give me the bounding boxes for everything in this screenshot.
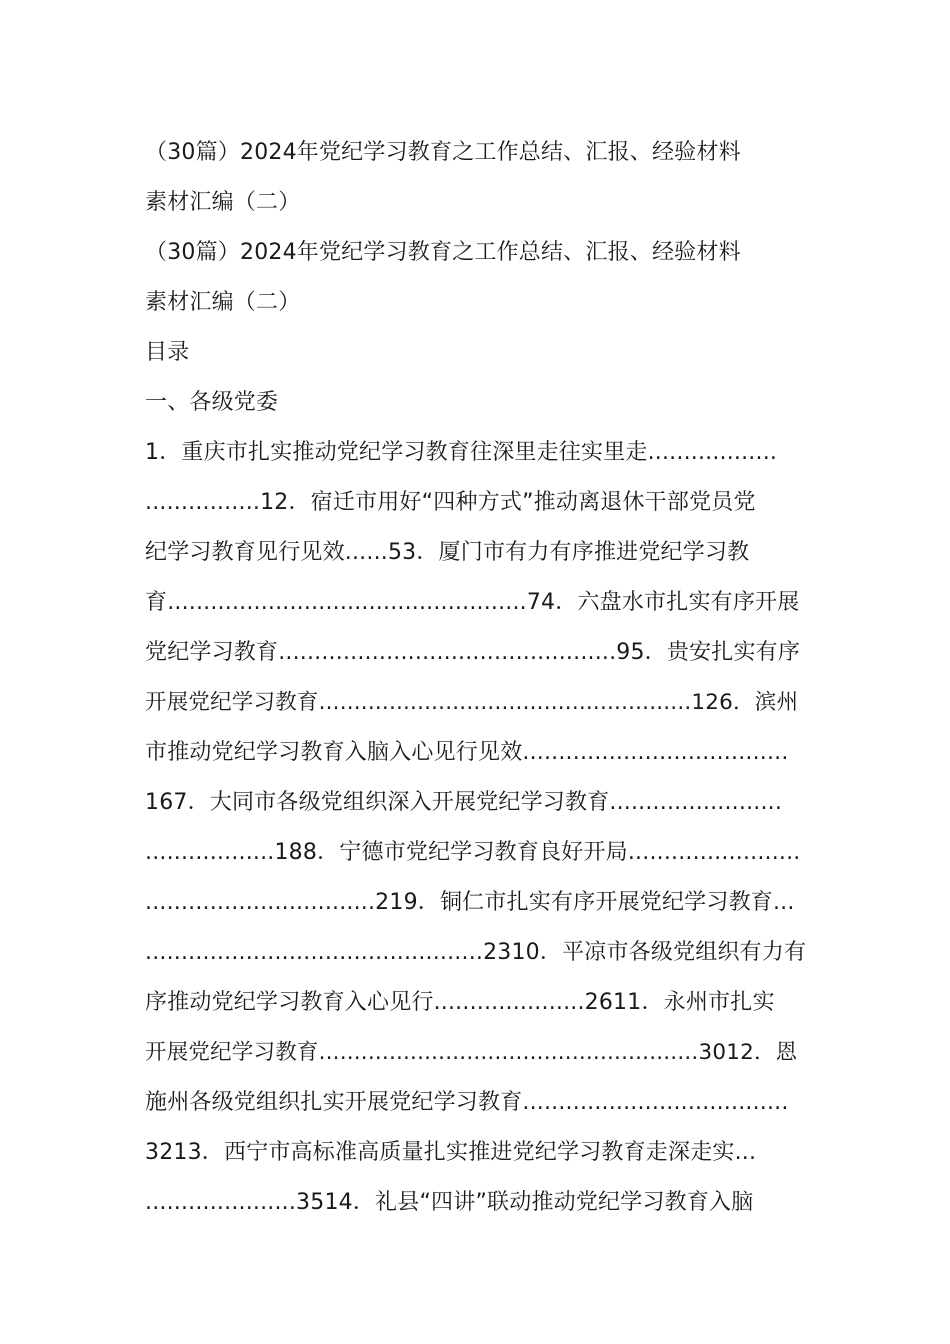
section-heading: 一、各级党委 xyxy=(145,390,279,415)
document-title-line-1: （30篇）2024年党纪学习教育之工作总结、汇报、经验材料 xyxy=(145,140,741,165)
toc-line: 市推动党纪学习教育入脑入心见行见效..................................... xyxy=(145,740,789,765)
document-title-line-2: 素材汇编（二） xyxy=(145,190,301,215)
document-title-line-3: （30篇）2024年党纪学习教育之工作总结、汇报、经验材料 xyxy=(145,240,741,265)
toc-line: ...............................................2310．平凉市各级党组织有力有 xyxy=(145,940,807,965)
toc-line: 开展党纪学习教育.....................................................126．滨州 xyxy=(145,690,799,715)
toc-line: 施州各级党组织扎实开展党纪学习教育..................................... xyxy=(145,1090,789,1115)
toc-heading: 目录 xyxy=(145,340,190,365)
toc-line: .....................3514．礼县“四讲”联动推动党纪学习教育入脑 xyxy=(145,1190,754,1215)
document-title-line-4: 素材汇编（二） xyxy=(145,290,301,315)
toc-line: 167．大同市各级党组织深入开展党纪学习教育........................ xyxy=(145,790,783,815)
toc-line: 序推动党纪学习教育入心见行.....................2611．永州市扎实 xyxy=(145,990,775,1015)
toc-line: ................................219．铜仁市扎实有序开展党纪学习教育... xyxy=(145,890,795,915)
toc-line: 育..................................................74．六盘水市扎实有序开展 xyxy=(145,590,800,615)
toc-line: 开展党纪学习教育......................................................3012．恩 xyxy=(145,1040,798,1065)
toc-line: ..................188．宁德市党纪学习教育良好开局........................ xyxy=(145,840,801,865)
toc-line: 1．重庆市扎实推动党纪学习教育往深里走往实里走.................. xyxy=(145,440,778,465)
toc-line: 纪学习教育见行见效......53．厦门市有力有序推进党纪学习教 xyxy=(145,540,750,565)
toc-line: 党纪学习教育...............................................95．贵安扎实有序 xyxy=(145,640,801,665)
toc-line: 3213．西宁市高标准高质量扎实推进党纪学习教育走深走实... xyxy=(145,1140,757,1165)
document-page xyxy=(145,128,807,1228)
toc-line: ................12．宿迁市用好“四种方式”推动离退休干部党员党 xyxy=(145,490,756,515)
